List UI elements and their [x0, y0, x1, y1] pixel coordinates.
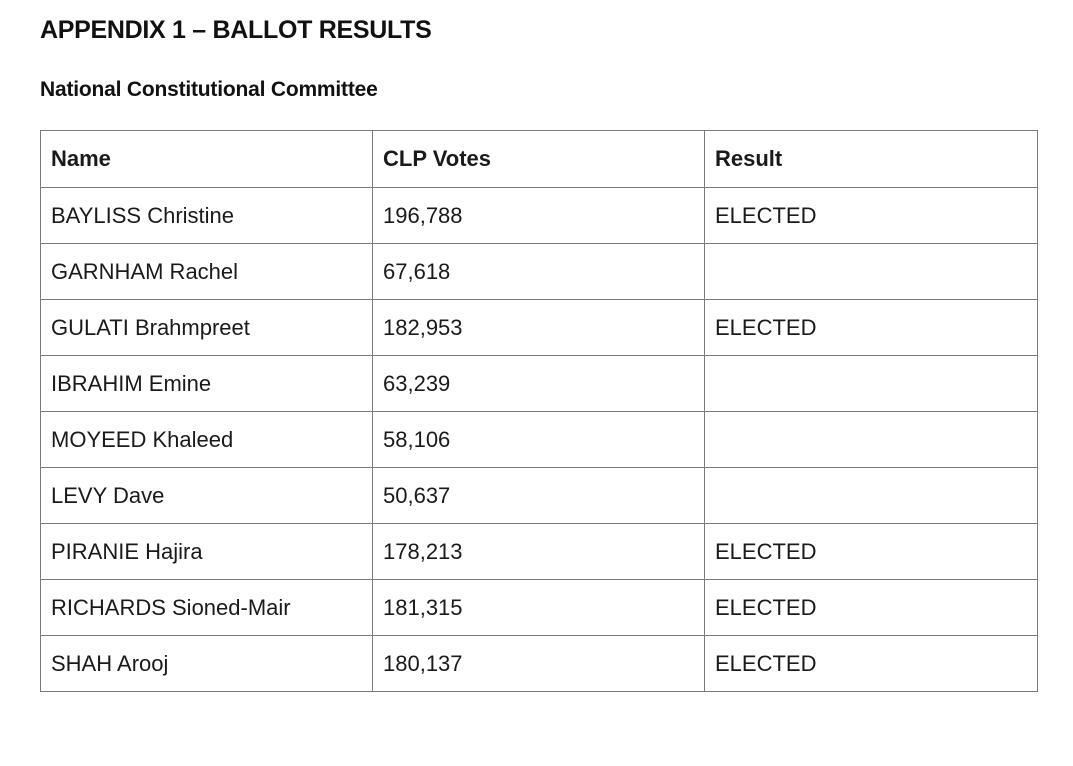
- document-title: APPENDIX 1 – BALLOT RESULTS: [40, 16, 432, 44]
- table-row: [41, 524, 1038, 580]
- cell-votes: 182,953: [373, 300, 705, 356]
- header-clp-votes: CLP Votes: [373, 131, 705, 188]
- cell-votes: 178,213: [373, 524, 705, 580]
- cell-name: RICHARDS Sioned-Mair: [41, 580, 373, 636]
- table-row: [41, 356, 1038, 412]
- cell-name: LEVY Dave: [41, 468, 373, 524]
- cell-votes: 63,239: [373, 356, 705, 412]
- cell-name: MOYEED Khaleed: [41, 412, 373, 468]
- cell-result: ELECTED: [705, 524, 1038, 580]
- cell-name: PIRANIE Hajira: [41, 524, 373, 580]
- cell-result: ELECTED: [705, 580, 1038, 636]
- cell-result: [705, 412, 1038, 468]
- table-row: [41, 580, 1038, 636]
- table-row: [41, 636, 1038, 692]
- cell-votes: 181,315: [373, 580, 705, 636]
- cell-result: ELECTED: [705, 636, 1038, 692]
- cell-result: [705, 244, 1038, 300]
- cell-name: IBRAHIM Emine: [41, 356, 373, 412]
- table-row: [41, 468, 1038, 524]
- ballot-results-table: [40, 130, 1038, 692]
- table-row: [41, 412, 1038, 468]
- table-row: [41, 188, 1038, 244]
- cell-votes: 196,788: [373, 188, 705, 244]
- cell-votes: 67,618: [373, 244, 705, 300]
- section-title: National Constitutional Committee: [40, 78, 378, 101]
- table-row: [41, 244, 1038, 300]
- cell-name: SHAH Arooj: [41, 636, 373, 692]
- table-header-row: [41, 131, 1038, 188]
- header-result: Result: [705, 131, 1038, 188]
- cell-result: [705, 468, 1038, 524]
- cell-votes: 58,106: [373, 412, 705, 468]
- cell-result: ELECTED: [705, 188, 1038, 244]
- cell-result: ELECTED: [705, 300, 1038, 356]
- cell-votes: 50,637: [373, 468, 705, 524]
- header-name: Name: [41, 131, 373, 188]
- cell-result: [705, 356, 1038, 412]
- cell-name: GULATI Brahmpreet: [41, 300, 373, 356]
- cell-votes: 180,137: [373, 636, 705, 692]
- table-row: [41, 300, 1038, 356]
- cell-name: BAYLISS Christine: [41, 188, 373, 244]
- cell-name: GARNHAM Rachel: [41, 244, 373, 300]
